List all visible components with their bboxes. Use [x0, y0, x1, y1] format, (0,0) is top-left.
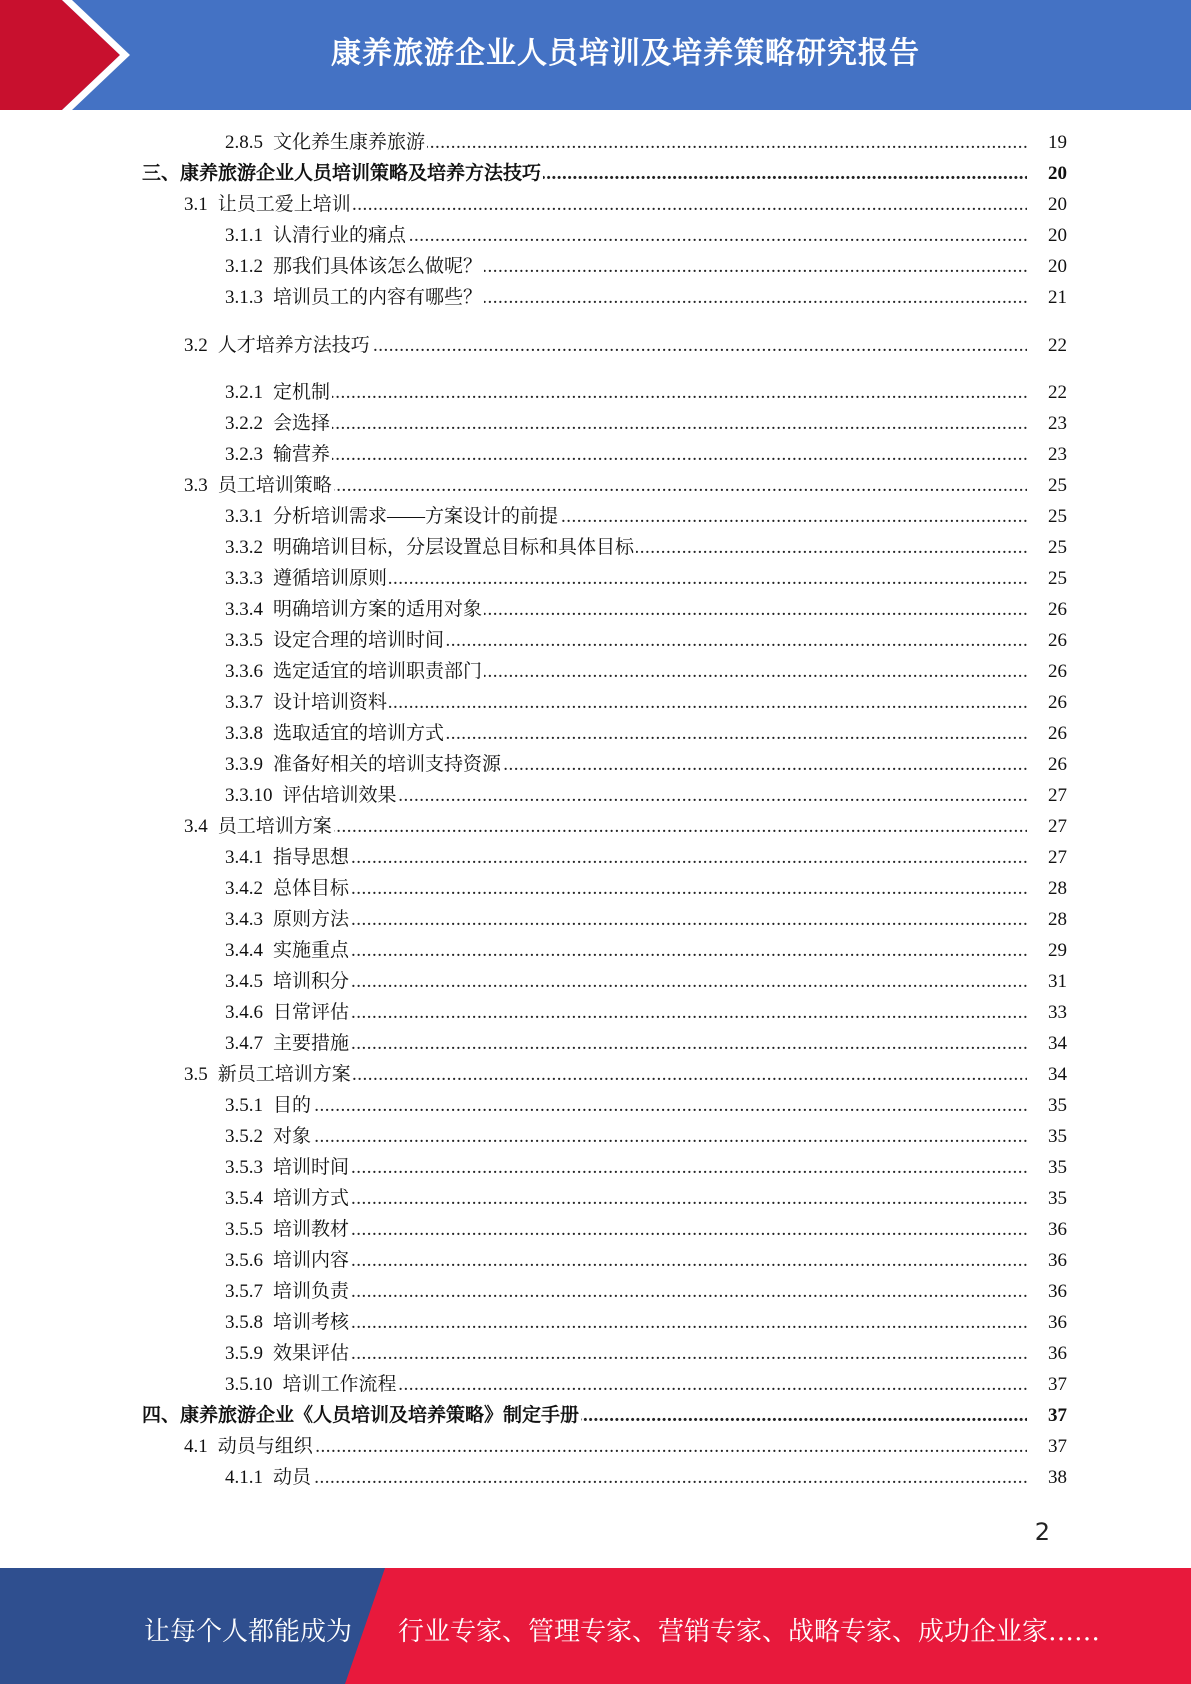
toc-entry-text: 培训积分 — [273, 971, 350, 992]
toc-entry-number: 3.5.1 — [225, 1095, 263, 1116]
toc-entry-number: 3.1.3 — [225, 287, 263, 308]
toc-entry-page: 23 — [1027, 441, 1067, 469]
toc-entry-page: 36 — [1027, 1309, 1067, 1337]
toc-entry-title — [225, 658, 484, 686]
toc-entry-title — [225, 379, 332, 407]
toc-entry-title — [225, 1123, 313, 1151]
toc-entry[interactable] — [0, 1464, 1191, 1492]
toc-entry[interactable] — [0, 1092, 1191, 1120]
toc-entry[interactable] — [0, 1154, 1191, 1182]
toc-entry-page: 27 — [1027, 844, 1067, 872]
toc-entry-title — [225, 1247, 351, 1275]
toc-entry[interactable] — [0, 472, 1191, 500]
toc-entry-text: 选取适宜的培训方式 — [273, 723, 445, 744]
toc-entry-number: 3.3.10 — [225, 785, 273, 806]
toc-entry-number: 3.2 — [184, 335, 208, 356]
toc-entry-text: 明确培训目标，分层设置总目标和具体目标 — [273, 537, 635, 558]
toc-entry[interactable] — [0, 503, 1191, 531]
toc-entry-text: 那我们具体该怎么做呢？ — [273, 256, 483, 277]
toc-entry-title — [225, 875, 351, 903]
toc-entry-page: 27 — [1027, 813, 1067, 841]
toc-entry-number: 3.4.3 — [225, 909, 263, 930]
toc-entry-number: 3.4.1 — [225, 847, 263, 868]
toc-entry-text: 文化养生康养旅游 — [273, 132, 426, 153]
toc-entry[interactable] — [0, 441, 1191, 469]
toc-entry-page: 26 — [1027, 720, 1067, 748]
toc-entry-text: 实施重点 — [273, 940, 350, 961]
toc-entry-page: 36 — [1027, 1278, 1067, 1306]
toc-entry[interactable] — [0, 720, 1191, 748]
toc-entry-title — [225, 720, 446, 748]
toc-entry-text: 主要措施 — [273, 1033, 350, 1054]
toc-entry-text: 新员工培训方案 — [217, 1064, 351, 1085]
toc-leader-dots — [225, 1464, 1046, 1492]
toc-entry-page: 20 — [1027, 160, 1067, 188]
toc-entry-page: 25 — [1027, 503, 1067, 531]
toc-entry[interactable] — [0, 937, 1191, 965]
toc-entry[interactable] — [0, 284, 1191, 312]
toc-entry-page: 31 — [1027, 968, 1067, 996]
toc-entry[interactable] — [0, 658, 1191, 686]
toc-entry-page: 36 — [1027, 1340, 1067, 1368]
toc-entry[interactable] — [0, 751, 1191, 779]
toc-entry-text: 对象 — [273, 1126, 312, 1147]
page-number: 2 — [1034, 1518, 1050, 1546]
toc-entry-number: 3.3.9 — [225, 754, 263, 775]
toc-entry-title — [225, 937, 351, 965]
toc-entry-text: 培训考核 — [273, 1312, 350, 1333]
toc-entry[interactable] — [0, 1247, 1191, 1275]
toc-entry-text: 输营养 — [273, 444, 331, 465]
toc-entry-number: 3.2.2 — [225, 413, 263, 434]
toc-entry-page: 19 — [1027, 129, 1067, 157]
toc-entry-text: 培训内容 — [273, 1250, 350, 1271]
toc-entry-number: 3.2.3 — [225, 444, 263, 465]
toc-entry-title — [225, 1092, 313, 1120]
toc-entry-page: 21 — [1027, 284, 1067, 312]
toc-entry[interactable] — [0, 1402, 1191, 1430]
toc-entry-title — [225, 129, 427, 157]
toc-entry[interactable] — [0, 410, 1191, 438]
toc-leader-dots — [225, 441, 1046, 469]
toc-entry-page: 26 — [1027, 658, 1067, 686]
toc-entry-page: 29 — [1027, 937, 1067, 965]
toc-entry-title — [142, 160, 543, 188]
toc-entry-number: 3.3.7 — [225, 692, 263, 713]
toc-entry[interactable] — [0, 999, 1191, 1027]
toc-entry[interactable] — [0, 689, 1191, 717]
toc-entry-title — [225, 1216, 351, 1244]
toc-entry-number: 3.5.4 — [225, 1188, 263, 1209]
toc-entry-title — [225, 999, 351, 1027]
toc-entry-page: 27 — [1027, 782, 1067, 810]
toc-entry-text: 设定合理的培训时间 — [273, 630, 445, 651]
toc-entry-page: 38 — [1027, 1464, 1067, 1492]
toc-entry-title — [225, 253, 484, 281]
toc-entry[interactable] — [0, 160, 1191, 188]
toc-entry-text: 三、康养旅游企业人员培训策略及培养方法技巧 — [142, 163, 542, 184]
toc-entry[interactable] — [0, 1309, 1191, 1337]
toc-entry[interactable] — [0, 875, 1191, 903]
toc-entry[interactable] — [0, 782, 1191, 810]
toc-entry-title — [184, 1433, 315, 1461]
toc-entry-text: 培训员工的内容有哪些？ — [273, 287, 483, 308]
toc-entry[interactable] — [0, 1185, 1191, 1213]
toc-entry[interactable] — [0, 1433, 1191, 1461]
toc-leader-dots — [225, 1092, 1046, 1120]
toc-entry-title — [184, 191, 353, 219]
toc-leader-dots — [225, 379, 1046, 407]
toc-entry-number: 3.3.6 — [225, 661, 263, 682]
toc-entry-number: 3.4.7 — [225, 1033, 263, 1054]
toc-entry-page: 35 — [1027, 1185, 1067, 1213]
toc-entry-number: 3.3.5 — [225, 630, 263, 651]
toc-entry[interactable] — [0, 1123, 1191, 1151]
toc-entry-number: 3.5.10 — [225, 1374, 273, 1395]
toc-entry[interactable] — [0, 1371, 1191, 1399]
toc-entry-page: 22 — [1027, 379, 1067, 407]
toc-entry-text: 员工培训策略 — [217, 475, 332, 496]
toc-entry-title — [225, 284, 484, 312]
toc-entry-title — [225, 968, 351, 996]
toc-entry-page: 33 — [1027, 999, 1067, 1027]
toc-entry-number: 3.3.2 — [225, 537, 263, 558]
toc-entry-title — [225, 627, 446, 655]
toc-entry-page: 35 — [1027, 1123, 1067, 1151]
footer-slogan-right: 行业专家、管理专家、营销专家、战略专家、成功企业家…… — [398, 1617, 1101, 1647]
toc-entry-number: 4.1.1 — [225, 1467, 263, 1488]
header-banner — [0, 0, 1191, 110]
toc-entry[interactable] — [0, 253, 1191, 281]
toc-entry[interactable] — [0, 1278, 1191, 1306]
toc-entry-text: 动员 — [273, 1467, 312, 1488]
toc-entry-text: 员工培训方案 — [217, 816, 332, 837]
toc-entry-text: 总体目标 — [273, 878, 350, 899]
toc-entry-page: 22 — [1027, 332, 1067, 360]
toc-entry-number: 3.5.8 — [225, 1312, 263, 1333]
toc-entry-number: 3.4.4 — [225, 940, 263, 961]
footer-banner — [0, 1568, 1191, 1684]
toc-entry-page: 26 — [1027, 627, 1067, 655]
toc-entry-page: 20 — [1027, 253, 1067, 281]
toc-entry-page: 37 — [1027, 1433, 1067, 1461]
toc-entry-text: 评估培训效果 — [282, 785, 397, 806]
toc-entry-page: 28 — [1027, 906, 1067, 934]
toc-entry-text: 遵循培训原则 — [273, 568, 388, 589]
toc-entry-text: 目的 — [273, 1095, 312, 1116]
toc-entry[interactable] — [0, 191, 1191, 219]
toc-entry-number: 3.4.5 — [225, 971, 263, 992]
toc-entry-title — [225, 1464, 313, 1492]
toc-entry-text: 培训时间 — [273, 1157, 350, 1178]
toc-entry-title — [142, 1402, 581, 1430]
toc-entry-number: 3.5.7 — [225, 1281, 263, 1302]
toc-entry-title — [225, 844, 351, 872]
toc-entry-title — [184, 813, 334, 841]
toc-entry[interactable] — [0, 332, 1191, 360]
toc-entry-number: 3.5.2 — [225, 1126, 263, 1147]
toc-entry-text: 日常评估 — [273, 1002, 350, 1023]
toc-entry-page: 36 — [1027, 1216, 1067, 1244]
toc-entry-text: 培训方式 — [273, 1188, 350, 1209]
toc-entry-title — [225, 689, 389, 717]
footer-slogan-left: 让每个人都能成为 — [144, 1617, 353, 1647]
toc-entry-text: 设计培训资料 — [273, 692, 388, 713]
toc-entry-title — [225, 1185, 351, 1213]
toc-entry-title — [225, 565, 389, 593]
toc-entry-text: 会选择 — [273, 413, 331, 434]
toc-entry-title — [225, 1154, 351, 1182]
report-title: 康养旅游企业人员培训及培养策略研究报告 — [331, 36, 920, 71]
toc-entry-number: 3.5.3 — [225, 1157, 263, 1178]
toc-entry-page: 26 — [1027, 751, 1067, 779]
toc-entry-number: 3.3.3 — [225, 568, 263, 589]
toc-entry-title — [225, 906, 351, 934]
toc-entry-number: 3.5.9 — [225, 1343, 263, 1364]
toc-entry-number: 3.4 — [184, 816, 208, 837]
toc-entry-text: 准备好相关的培训支持资源 — [273, 754, 502, 775]
toc-entry-page: 25 — [1027, 534, 1067, 562]
toc-entry-page: 23 — [1027, 410, 1067, 438]
toc-entry[interactable] — [0, 1061, 1191, 1089]
toc-entry-number: 3.1.1 — [225, 225, 263, 246]
toc-entry-number: 2.8.5 — [225, 132, 263, 153]
toc-entry-title — [225, 410, 332, 438]
toc-entry-page: 36 — [1027, 1247, 1067, 1275]
toc-entry-text: 分析培训需求——方案设计的前提 — [273, 506, 559, 527]
toc-entry[interactable] — [0, 906, 1191, 934]
toc-entry-title — [184, 332, 372, 360]
toc-entry[interactable] — [0, 1216, 1191, 1244]
toc-entry-title — [225, 222, 408, 250]
toc-entry-number: 3.4.2 — [225, 878, 263, 899]
toc-entry-title — [225, 503, 560, 531]
toc-entry-text: 选定适宜的培训职责部门 — [273, 661, 483, 682]
toc-entry-number: 3.3.8 — [225, 723, 263, 744]
toc-entry-title — [225, 534, 636, 562]
toc-leader-dots — [225, 410, 1046, 438]
toc-entry-number: 3.5.6 — [225, 1250, 263, 1271]
toc-entry[interactable] — [0, 129, 1191, 157]
toc-entry-text: 让员工爱上培训 — [217, 194, 351, 215]
toc-entry[interactable] — [0, 844, 1191, 872]
toc-entry-text: 指导思想 — [273, 847, 350, 868]
toc-entry-number: 3.1.2 — [225, 256, 263, 277]
toc-entry-page: 37 — [1027, 1402, 1067, 1430]
toc-entry-text: 动员与组织 — [217, 1436, 313, 1457]
toc-entry-number: 4.1 — [184, 1436, 208, 1457]
toc-entry-page: 25 — [1027, 565, 1067, 593]
toc-entry-page: 28 — [1027, 875, 1067, 903]
toc-entry[interactable] — [0, 565, 1191, 593]
toc-entry-number: 3.3 — [184, 475, 208, 496]
toc-entry-title — [184, 1061, 353, 1089]
toc-entry[interactable] — [0, 222, 1191, 250]
toc-entry-text: 培训工作流程 — [282, 1374, 397, 1395]
toc-entry-number: 3.1 — [184, 194, 208, 215]
toc-entry[interactable] — [0, 596, 1191, 624]
toc-entry[interactable] — [0, 379, 1191, 407]
toc-entry-title — [225, 1309, 351, 1337]
toc-entry-page: 25 — [1027, 472, 1067, 500]
toc-entry-text: 认清行业的痛点 — [273, 225, 407, 246]
toc-entry-title — [225, 1340, 351, 1368]
toc-entry-page: 37 — [1027, 1371, 1067, 1399]
toc-entry-number: 3.3.4 — [225, 599, 263, 620]
toc-entry-number: 3.5 — [184, 1064, 208, 1085]
toc-entry-text: 培训教材 — [273, 1219, 350, 1240]
toc-entry-title — [184, 472, 334, 500]
toc-entry-text: 效果评估 — [273, 1343, 350, 1364]
toc-entry[interactable] — [0, 627, 1191, 655]
toc-entry-text: 四、康养旅游企业《人员培训及培养策略》制定手册 — [142, 1405, 580, 1426]
toc-entry-number: 3.4.6 — [225, 1002, 263, 1023]
toc-entry-page: 34 — [1027, 1030, 1067, 1058]
toc-entry[interactable] — [0, 813, 1191, 841]
toc-entry-number: 3.5.5 — [225, 1219, 263, 1240]
toc-entry-text: 定机制 — [273, 382, 331, 403]
toc-entry-title — [225, 751, 503, 779]
toc-entry-page: 20 — [1027, 191, 1067, 219]
toc-entry-page: 35 — [1027, 1154, 1067, 1182]
toc-entry-text: 人才培养方法技巧 — [217, 335, 370, 356]
toc-entry-number: 3.3.1 — [225, 506, 263, 527]
toc-entry[interactable] — [0, 534, 1191, 562]
toc-entry-page: 34 — [1027, 1061, 1067, 1089]
toc-entry-text: 原则方法 — [273, 909, 350, 930]
toc-entry[interactable] — [0, 1340, 1191, 1368]
toc-entry-page: 20 — [1027, 222, 1067, 250]
toc-entry-number: 3.2.1 — [225, 382, 263, 403]
toc-entry-page: 26 — [1027, 689, 1067, 717]
toc-entry-title — [225, 1278, 351, 1306]
toc-entry-title — [225, 1030, 351, 1058]
toc-entry-title — [225, 1371, 399, 1399]
toc-entry-page: 35 — [1027, 1092, 1067, 1120]
toc-entry-title — [225, 441, 332, 469]
toc-entry[interactable] — [0, 1030, 1191, 1058]
toc-entry-text: 明确培训方案的适用对象 — [273, 599, 483, 620]
toc-entry-title — [225, 782, 399, 810]
toc-entry-page: 26 — [1027, 596, 1067, 624]
toc-entry-text: 培训负责 — [273, 1281, 350, 1302]
toc-entry[interactable] — [0, 968, 1191, 996]
toc-entry-title — [225, 596, 484, 624]
toc-leader-dots — [225, 1123, 1046, 1151]
